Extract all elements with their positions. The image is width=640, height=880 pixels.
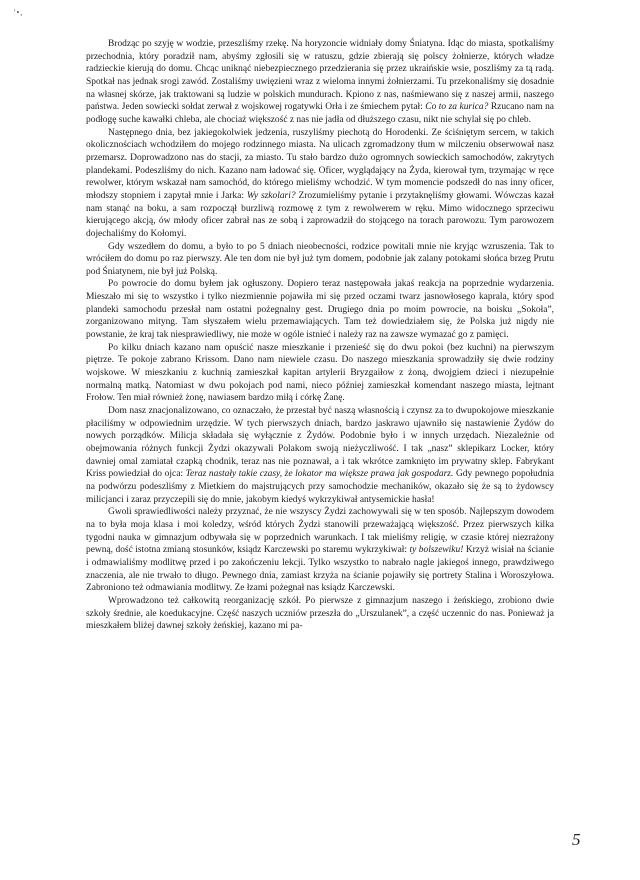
text-run: Rzucano nam na podłogę suche kawałki chleba, ale chociaż większość z nas nie jadła od dłuższego czasu, nikt nie schylał się po chleb. (86, 102, 554, 125)
italic-quote: Wy szkolari? (246, 190, 296, 201)
paragraph (86, 405, 554, 506)
paragraph (86, 506, 554, 595)
text-run: Następnego dnia, bez jakiegokolwiek jedzenia, ruszyliśmy piechotą do Horodenki. Ze ściśniętym sercem, w takich okolicznościach wchodziłem do mojego rodzinnego miasta. Na ulicach zgromadzony tłum w milczeniu obserwował nasz przemarsz. Doprowadzono nas do stacji, za miasto. Tu stało bardzo dużo ogromnych sowieckich samochodów, zakrytych plandekami. Podeszliśmy do nich. Kazano nam ładować się. Oficer, wyglądający na Żyda, kierował tym, trzymając w ręce rewolwer, którym wskazał nam samochód, do którego mieliśmy wchodzić. W tym momencie podszedł do nas inny oficer, młodszy stopniem i zapytał mnie i Jarka: (86, 127, 554, 201)
text-run: Dom nasz znacjonalizowano, co oznaczało, że przestał być naszą własnością i czynsz za to dwupokojowe mieszkanie płaciliśmy w odpowiednim urzędzie. W tych pierwszych dniach, bardzo jaskrawo ujawniło się nastawienie Żydów do nowych porządków. Milicja składała się wyłącznie z Żydów. Podobnie było i w innych urzędach. Niezależnie od obejmowania różnych funkcji Żydzi okazywali Polakom swoją nieżyczliwość. I tak „nasz” sklepikarz Locker, który dawniej omal zamiatał czapką chodnik, teraz nas nie poznawał, a i tak wkrótce zamknięto im prywatny sklep. Fabrykant Kriss powiedział do ojca: (86, 406, 554, 480)
paragraph (86, 278, 554, 341)
paragraph (86, 342, 554, 405)
text-run: Wprowadzono też całkowitą reorganizację szkół. Po pierwsze z gimnazjum naszego i żeńskiego, zrobiono dwie szkoły średnie, ale koedukacyjne. Część naszych uczniów przeszła do „Urszulanek”, a część uczennic do nas. Ponieważ ja mieszkałem bliżej dawnej szkoły żeńskiej, kazano mi pa- (86, 595, 554, 632)
text-run: Po kilku dniach kazano nam opuścić nasze mieszkanie i przenieść się do dwu pokoi (bez kuchni) na pierwszym piętrze. Te pokoje zabrano Krissom. Dano nam niewiele czasu. Do naszego mieszkania sprowadziły się dwie rodziny wojskowe. W mieszkaniu z kuchnią zamieszkał kapitan artylerii Bryzgaiłow z żoną, dwojgiem dzieci i niezupełnie normalną matką. Natomiast w dwu pokojach pod nami, nieco później zamieszkał komendant naszego miasta, lejtnant Frołow. Ten miał również żonę, nawiasem bardzo miłą i córkę Żanę. (86, 342, 554, 404)
text-run: Brodząc po szyję w wodzie, przeszliśmy rzekę. Na horyzoncie widniały domy Śniatyna. Idąc do miasta, spotkaliśmy przechodnia, który poradził nam, abyśmy zgłosili się w ratuszu, gdzie zbierają się polscy żołnierze, których władze radzieckie kierują do domu. Chcąc uniknąć niebezpiecznego przedzierania się przez ukraińskie wsie, poszliśmy za tą radą. Spotkał nas jednak srogi zawód. Zostaliśmy uwięzieni wraz z wieloma innymi żołnierzami. Tu przekonaliśmy się dosadnie na własnej skórze, jak traktowani są ludzie w polskich mundurach. Kpiono z nas, naśmiewano się z naszej armii, naszego państwa. Jeden sowiecki sołdat zerwał z wojskowej rogatywki Orła i ze śmiechem pytał: (86, 39, 554, 113)
page-body-text (86, 38, 554, 633)
text-run: Gdy wszedłem do domu, a było to po 5 dniach nieobecności, rodzice powitali mnie nie kryjąc wzruszenia. Tak to wróciłem do domu po raz pierwszy. Ale ten dom nie był już tym domem, podobnie jak zalany potokami słońca brzeg Prutu pod Śniatynem, nie był już Polską. (86, 241, 554, 277)
paragraph (86, 595, 554, 633)
paragraph (86, 38, 554, 127)
paragraph (86, 241, 554, 279)
text-run: Po powrocie do domu byłem jak ogłuszony. Dopiero teraz następowała jakaś reakcja na poprzednie wydarzenia. Mieszało mi się to wszystko i tylko niezmiennie pojawiła mi się przed oczami twarz jasnowłosego kaprala, który spod plandeki samochodu przesłał nam ostatni pożegnalny gest. Drugiego dnia po moim powrocie, na boisku „Sokoła”, zorganizowano mityng. Tam słyszałem wielu przemawiających. Tam też dowiedziałem się, że Polska już nigdy nie powstanie, że kraj tak niesprawiedliwy, nie może w ogóle istnieć i należy raz na zawsze wymazać go z pamięci. (86, 279, 554, 341)
italic-quote: ty bolszewiku! (409, 545, 464, 556)
text-run: Gwoli sprawiedliwości należy przyznać, że nie wszyscy Żydzi zachowywali się w ten sposób. Najlepszym dowodem na to była moja klasa i moi koledzy, wśród których Żydzi stanowili przeważającą większość. Przez pierwszych kilka tygodni nauka w gimnazjum odbywała się w poprzednich warunkach. I tak mieliśmy religię, w czasie której niezrażony pewną, dość istotna zmianą stosunków, ksiądz Karczewski po staremu wykrzykiwał: (86, 507, 554, 556)
text-run: Krzyż wisiał na ścianie i odmawialiśmy modlitwę przed i po zakończeniu lekcji. Tylko wszystko to nabrało nagle jakiegoś innego, prawdziwego znaczenia, ale nie trwało to długo. Pewnego dnia, zamiast krzyża na ścianie pojawiły się portrety Stalina i Woroszyłowa. Zabroniono też odmawiania modlitwy. Ze łzami pożegnał nas ksiądz Karczewski. (86, 545, 554, 594)
page-number: 5 (572, 830, 581, 849)
scan-mark: '•, (14, 8, 24, 17)
paragraph (86, 127, 554, 241)
italic-quote: Teraz nastały takie czasy, że lokator ma większe prawa jak gospodarz. (185, 469, 454, 480)
italic-quote: Co to za kurica? (425, 102, 489, 113)
text-run: Zrozumieliśmy pytanie i przytaknęliśmy głowami. Wówczas kazał nam stanąć na boku, a sam rozpoczął burzliwą rozmowę z tym z rewolwerem w ręku. Mimo widocznego sprzeciwu kierującego akcją, ów młody oficer zabrał nas ze sobą i zaprowadził do stojącego na torach parowozu. Tym parowozem dojechaliśmy do Kołomyi. (86, 190, 554, 239)
text-run: Gdy pewnego popołudnia na podwórzu podeszliśmy z Mietkiem do majstrujących przy samochodzie mechaników, okazało się że są to żydowscy milicjanci i zaraz przyczepili się do mnie, jakobym kiedyś wykrzykiwał antysemickie hasła! (86, 469, 554, 505)
